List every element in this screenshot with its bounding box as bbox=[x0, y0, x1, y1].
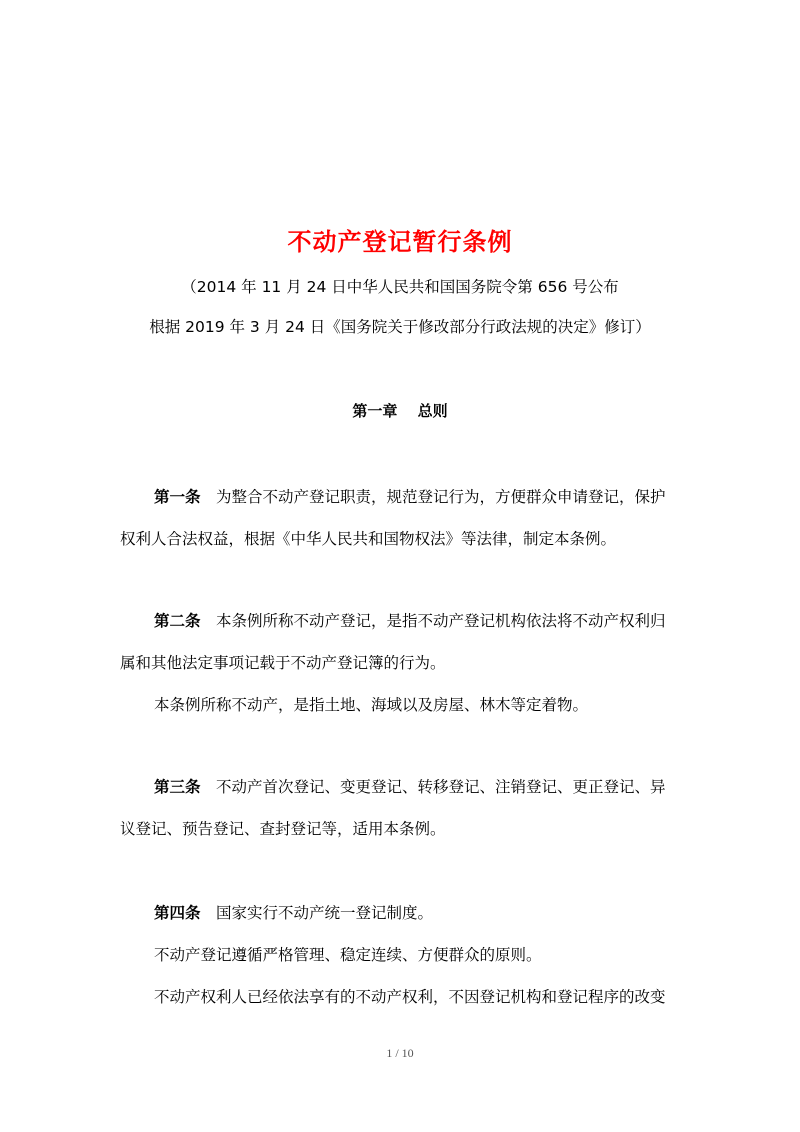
chapter-heading: 第一章 总则 bbox=[352, 402, 448, 420]
revision-note: 根据 2019 年 3 月 24 日《国务院关于修改部分行政法规的决定》修订） bbox=[149, 318, 651, 336]
article-label: 第一条 bbox=[154, 488, 201, 506]
document-title: 不动产登记暂行条例 bbox=[287, 228, 513, 256]
article-2-line-1 bbox=[154, 610, 682, 632]
article-label: 第三条 bbox=[154, 778, 201, 796]
article-text: 为整合不动产登记职责，规范登记行为，方便群众申请登记，保护 bbox=[216, 488, 666, 506]
page-indicator: 1 / 10 bbox=[386, 1046, 414, 1060]
article-3-line-2: 议登记、预告登记、查封登记等，适用本条例。 bbox=[120, 820, 446, 838]
article-2-line-2: 属和其他法定事项记载于不动产登记簿的行为。 bbox=[120, 654, 446, 672]
article-text: 不动产首次登记、变更登记、转移登记、注销登记、更正登记、异 bbox=[216, 778, 666, 796]
article-text: 本条例所称不动产登记，是指不动产登记机构依法将不动产权利归 bbox=[216, 612, 666, 630]
article-label: 第二条 bbox=[154, 612, 201, 630]
article-1-line-2: 权利人合法权益，根据《中华人民共和国物权法》等法律，制定本条例。 bbox=[120, 530, 617, 548]
article-4-paragraph-3: 不动产权利人已经依法享有的不动产权利，不因登记机构和登记程序的改变 bbox=[154, 988, 666, 1006]
article-3-line-1 bbox=[154, 776, 682, 798]
article-4-line-1 bbox=[154, 902, 682, 924]
article-4-paragraph-2: 不动产登记遵循严格管理、稳定连续、方便群众的原则。 bbox=[154, 946, 542, 964]
article-label: 第四条 bbox=[154, 904, 201, 922]
promulgation-note: （2014 年 11 月 24 日中华人民共和国国务院令第 656 号公布 bbox=[181, 278, 619, 296]
article-2-paragraph-2: 本条例所称不动产，是指土地、海域以及房屋、林木等定着物。 bbox=[154, 696, 589, 714]
article-text: 国家实行不动产统一登记制度。 bbox=[216, 904, 434, 922]
article-1-line-1 bbox=[154, 486, 682, 508]
